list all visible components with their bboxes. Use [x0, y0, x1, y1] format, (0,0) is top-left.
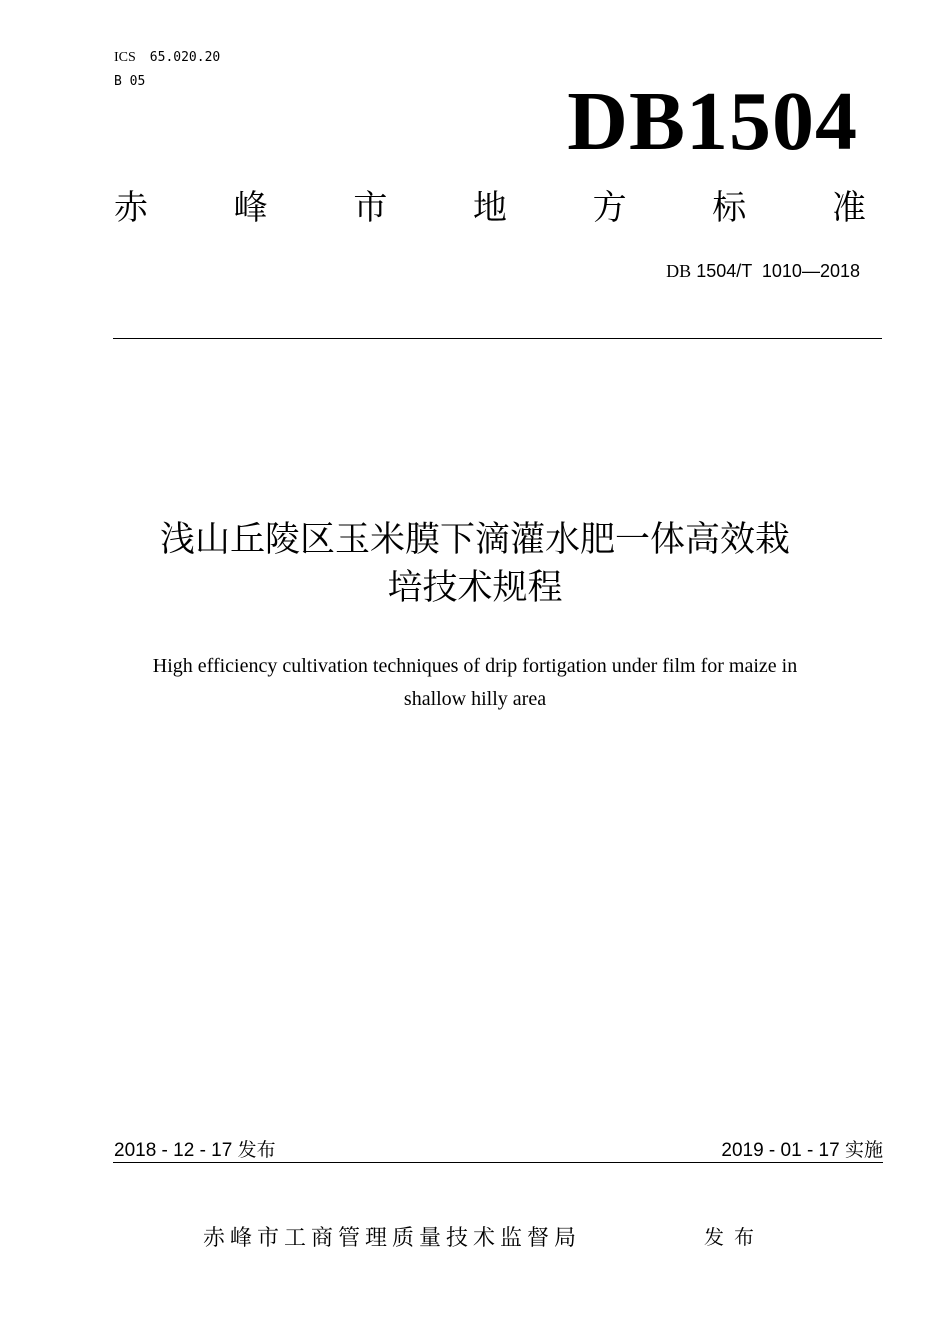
document-title-en: [90, 650, 860, 716]
standard-type-char: 峰: [233, 188, 268, 228]
standard-type-char: 赤: [114, 188, 148, 228]
title-cn-line: 培技术规程: [387, 568, 563, 608]
ccs-code: B 05: [114, 74, 146, 89]
ics-label: ICS: [114, 50, 136, 65]
issue-word: 发布: [704, 1225, 764, 1249]
document-title-cn: [80, 516, 870, 612]
standard-number: [666, 259, 860, 283]
standard-number-prefix: DB: [666, 261, 692, 281]
ics-code: 65.020.20: [149, 50, 221, 65]
title-cn-line: 浅山丘陵区玉米膜下滴灌水肥一体高效栽: [159, 520, 790, 560]
title-en-line: High efficiency cultivation techniques of drip fortigation under film for maize in: [152, 655, 798, 677]
standard-number-rest: 1504/T 1010—2018: [691, 261, 860, 281]
implement-date-value: 2019 - 01 - 17: [721, 1140, 845, 1161]
header-divider: [113, 338, 882, 339]
standard-type-char: 方: [592, 188, 627, 228]
standard-type-char: 准: [831, 188, 866, 228]
publish-date: [114, 1137, 276, 1164]
publish-label: 发布: [237, 1139, 276, 1161]
standard-type-char: 市: [353, 188, 388, 228]
ics-classification: [114, 49, 220, 67]
publish-date-value: 2018 - 12 - 17: [114, 1140, 238, 1161]
standard-type-char: 标: [712, 188, 747, 228]
implement-label: 实施: [844, 1139, 883, 1161]
standard-type-char: 地: [472, 188, 507, 228]
footer-divider: [113, 1162, 883, 1163]
title-en-line: shallow hilly area: [403, 688, 547, 710]
issuing-authority: 赤峰市工商管理质量技术监督局: [203, 1226, 582, 1251]
standard-logo: DB1504: [567, 75, 858, 168]
implement-date: [721, 1137, 883, 1164]
standard-type-heading: [114, 186, 866, 230]
